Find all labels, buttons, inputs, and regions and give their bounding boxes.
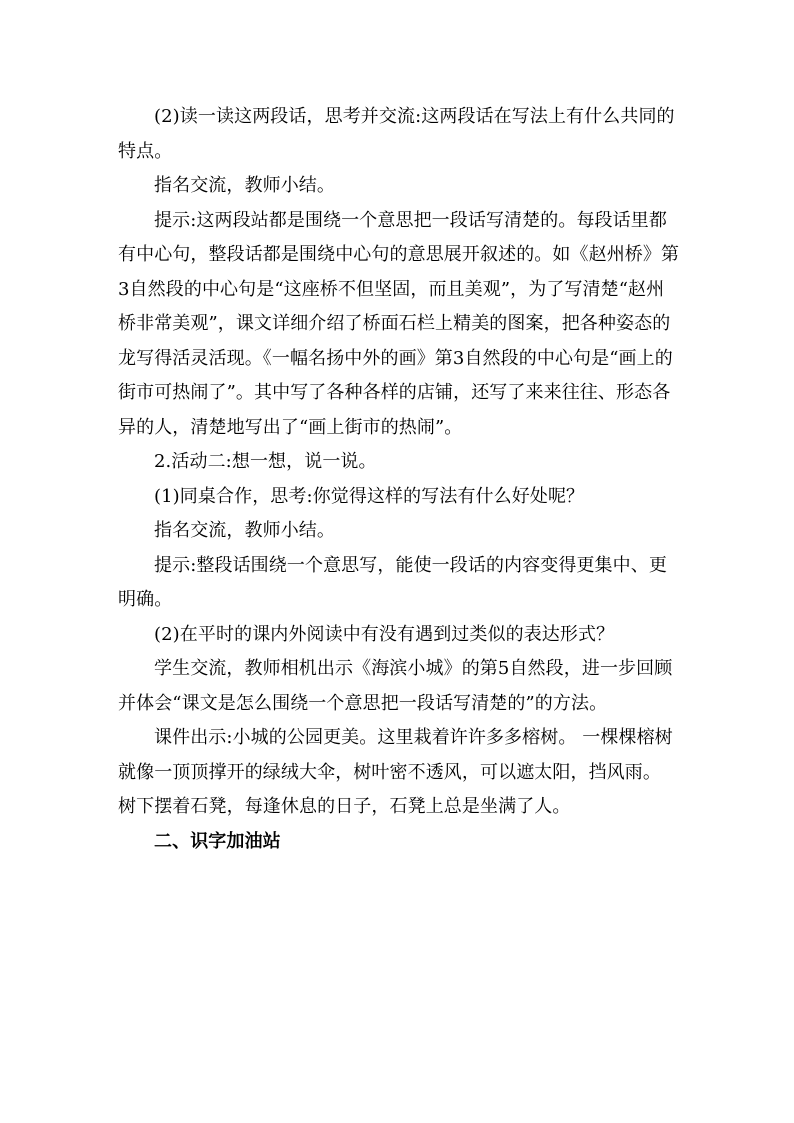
paragraph-9: 学生交流，教师相机出示《海滨小城》的第5自然段，进一步回顾并体会“课文是怎么围绕一个意思把一段话写清楚的”的方法。: [118, 658, 673, 714]
paragraph-6: 指名交流，教师小结。: [154, 520, 335, 541]
paragraph-1: (2)读一读这两段话，思考并交流:这两段话在写法上有什么共同的特点。: [118, 106, 675, 162]
paragraph-10: 课件出示:小城的公园更美。这里栽着许许多多榕树。 一棵棵榕树就像一顶顶撑开的绿绒大伞，树叶密不透风，可以遮太阳，挡风雨。 树下摆着石凳，每逢休息的日子，石凳上总是坐满了人。: [118, 727, 673, 817]
document-page: [118, 100, 680, 859]
paragraph-4: 2.活动二:想一想，说一说。: [154, 451, 377, 472]
paragraph-8: (2)在平时的课内外阅读中有没有遇到过类似的表达形式？: [154, 623, 615, 645]
paragraph-7: 提示:整段话围绕一个意思写，能使一段话的内容变得更集中、更明确。: [118, 554, 667, 610]
paragraph-3: 提示:这两段站都是围绕一个意思把一段话写清楚的。每段话里都有中心句，整段话都是围绕中心句的意思展开叙述的。如《赵州桥》第3自然段的中心句是“这座桥不但坚固，而且美观”，为了写清楚“赵州桥非常美观”，课文详细介绍了桥面石栏上精美的图案，把各种姿态的龙写得活灵活现。《一幅名扬中外的画》第3自然段的中心句是“画上的街市可热闹了”。其中写了各种各样的店铺，还写了来来往往、形态各异的人，清楚地写出了“画上街市的热闹”。: [118, 209, 680, 438]
section-heading: 二、识字加油站: [154, 830, 281, 852]
paragraph-5: (1)同桌合作，思考:你觉得这样的写法有什么好处呢？: [154, 485, 585, 507]
paragraph-2: 指名交流，教师小结。: [154, 175, 335, 196]
